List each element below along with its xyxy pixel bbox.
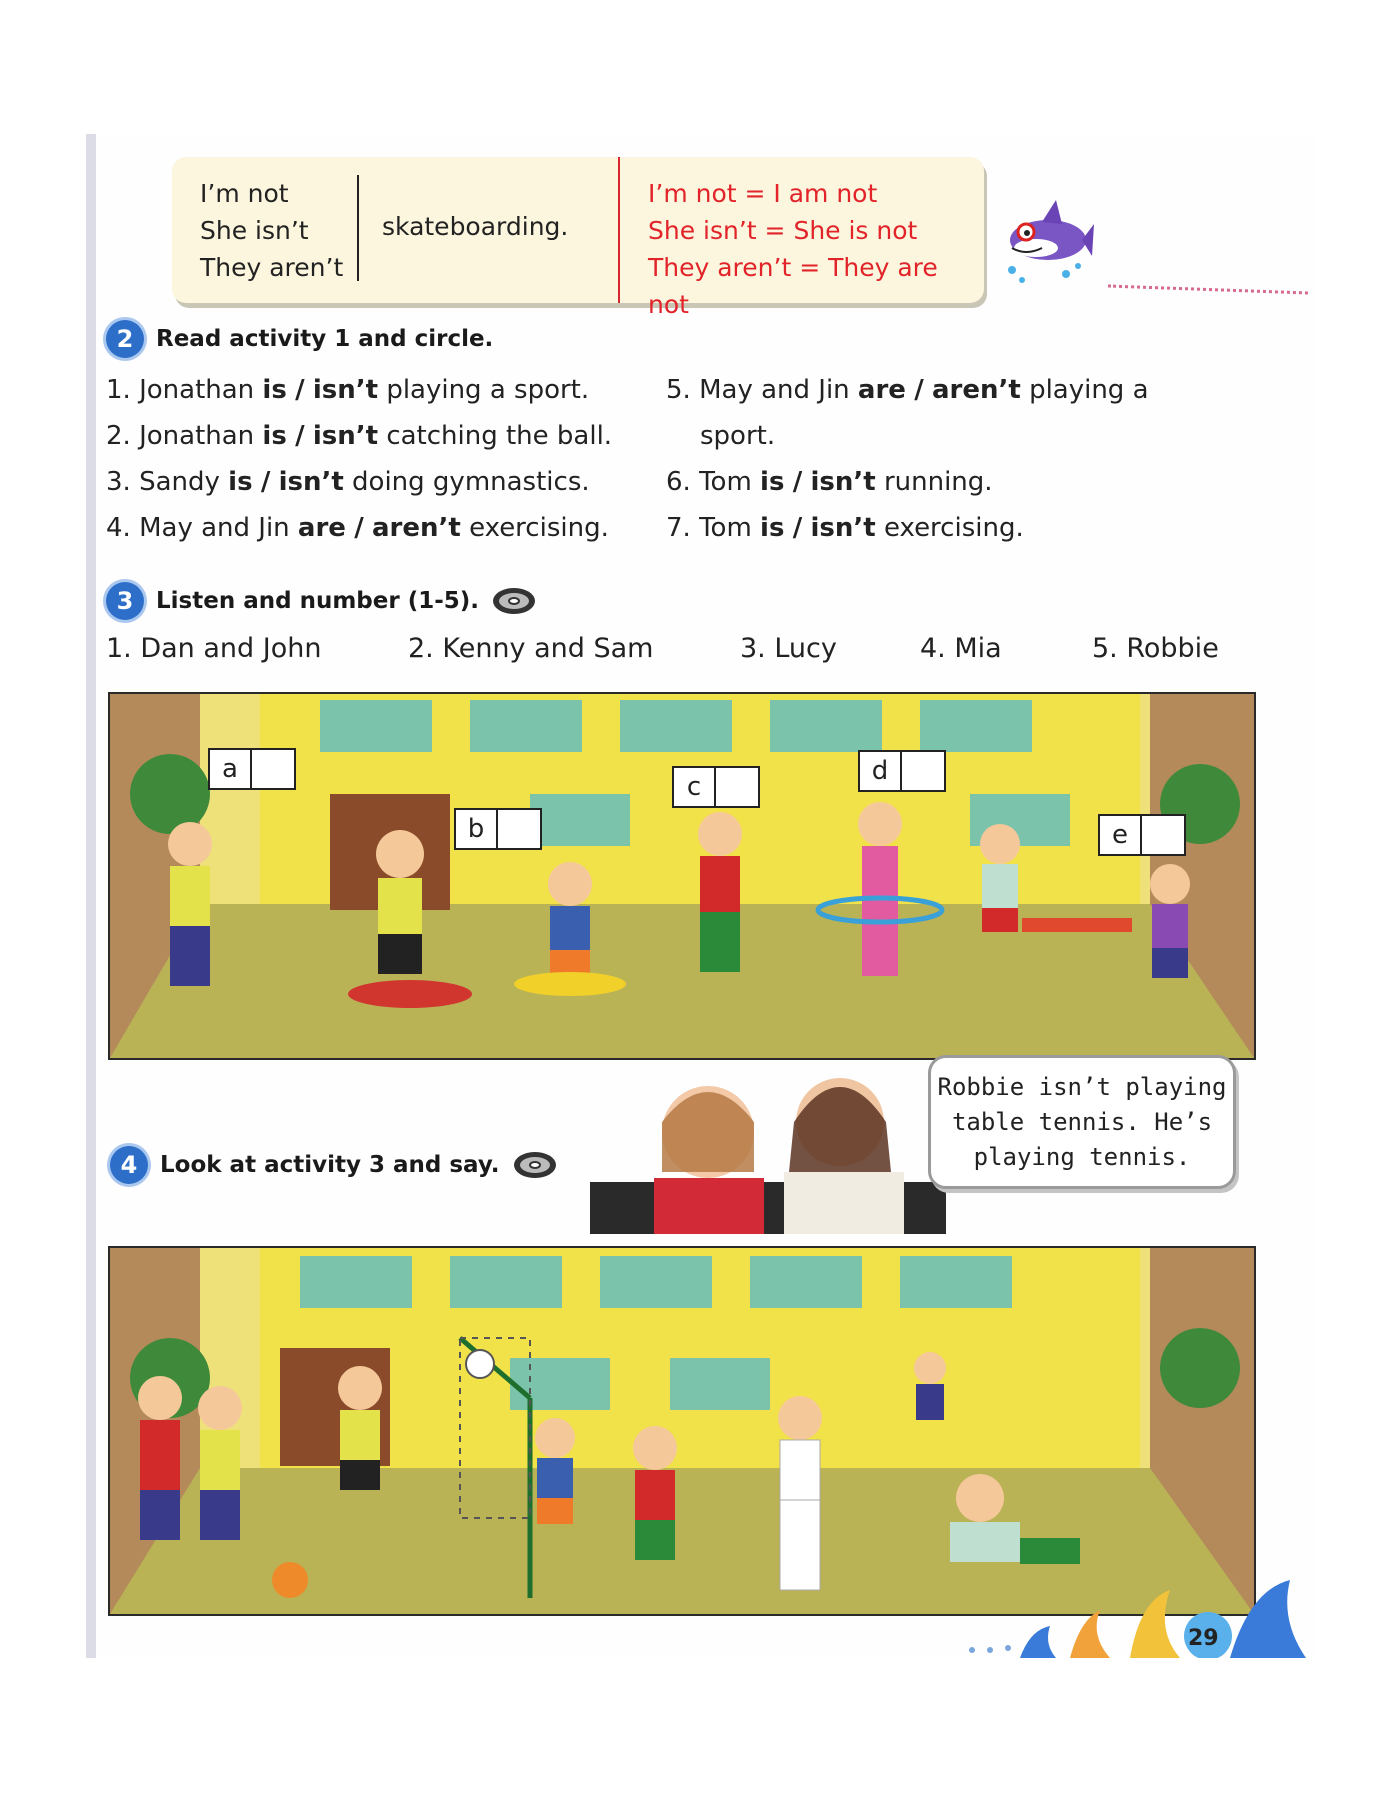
item-rest: catching the ball. bbox=[386, 421, 613, 451]
kid-figure bbox=[980, 824, 1020, 932]
scene-illustration-1 bbox=[108, 692, 1256, 1060]
sentence-item bbox=[106, 367, 612, 413]
bubble-line: Robbie isn’t playing bbox=[937, 1073, 1227, 1101]
kid-figure bbox=[338, 1366, 382, 1490]
table-tennis-table bbox=[1022, 918, 1132, 932]
grammar-box bbox=[172, 157, 984, 319]
name-item: 3. Lucy bbox=[740, 633, 837, 664]
kid-figure bbox=[535, 1418, 575, 1524]
item-rest: playing a bbox=[1029, 375, 1149, 405]
answer-box-d[interactable] bbox=[858, 750, 946, 792]
contraction: I’m not = I am not bbox=[648, 179, 878, 208]
option-a[interactable]: are bbox=[297, 513, 346, 543]
cd-icon[interactable] bbox=[512, 1150, 558, 1180]
item-rest: exercising. bbox=[469, 513, 609, 543]
sentence-item bbox=[106, 505, 612, 551]
activity-number-badge: 3 bbox=[106, 582, 144, 620]
slash: / bbox=[295, 375, 305, 405]
kid-figure bbox=[168, 822, 212, 986]
sentence-item bbox=[666, 505, 1149, 551]
option-a[interactable]: is bbox=[262, 421, 287, 451]
item-number: 3. bbox=[106, 467, 131, 497]
box-blank[interactable] bbox=[252, 750, 294, 788]
divider bbox=[618, 157, 620, 303]
activity-number-badge: 4 bbox=[110, 1146, 148, 1184]
option-b[interactable]: aren’t bbox=[931, 375, 1021, 405]
sentence-item bbox=[106, 459, 612, 505]
activity-2-heading bbox=[106, 320, 493, 358]
item-number: 6. bbox=[666, 467, 691, 497]
volleyball bbox=[466, 1350, 494, 1378]
bubble-text bbox=[931, 1070, 1233, 1175]
sentence-item bbox=[666, 459, 1149, 505]
name-item: 5. Robbie bbox=[1092, 633, 1219, 664]
sentence-item bbox=[106, 413, 612, 459]
activity-title: Read activity 1 and circle. bbox=[156, 326, 494, 352]
kid-figure bbox=[198, 1386, 242, 1540]
activity-3-heading bbox=[106, 582, 537, 620]
slash: / bbox=[354, 513, 364, 543]
grammar-subject: She isn’t bbox=[200, 216, 309, 245]
item-subject: May and Jin bbox=[699, 375, 850, 405]
option-a[interactable]: is bbox=[760, 513, 785, 543]
box-letter: d bbox=[860, 752, 902, 790]
option-b[interactable]: isn’t bbox=[312, 375, 379, 405]
shark-icon bbox=[996, 196, 1094, 292]
name-item: 1. Dan and John bbox=[106, 633, 322, 664]
item-subject: Sandy bbox=[139, 467, 220, 497]
item-number: 4. bbox=[106, 513, 131, 543]
item-subject: May and Jin bbox=[139, 513, 290, 543]
item-number: 5. bbox=[666, 375, 691, 405]
item-subject: Tom bbox=[699, 513, 752, 543]
girls-photo bbox=[578, 1052, 958, 1234]
box-letter: e bbox=[1100, 816, 1142, 854]
option-b[interactable]: isn’t bbox=[312, 421, 379, 451]
character-names bbox=[106, 633, 1219, 673]
kid-figure bbox=[778, 1396, 822, 1590]
grammar-subject: They aren’t bbox=[200, 253, 344, 282]
item-number: 7. bbox=[666, 513, 691, 543]
slash: / bbox=[792, 513, 803, 543]
page-number: 29 bbox=[1188, 1626, 1219, 1651]
kid-figure bbox=[138, 1376, 182, 1540]
item-rest: running. bbox=[883, 467, 993, 497]
kid-figure bbox=[914, 1352, 946, 1420]
coral-decoration bbox=[960, 1560, 1306, 1658]
contraction: She isn’t = She is not bbox=[648, 216, 918, 245]
grammar-subjects bbox=[200, 175, 343, 286]
kid-figure bbox=[1150, 864, 1190, 978]
activity-number-badge: 2 bbox=[106, 320, 144, 358]
slash: / bbox=[260, 467, 271, 497]
item-rest: playing a sport. bbox=[386, 375, 590, 405]
activity-title: Look at activity 3 and say. bbox=[160, 1152, 500, 1178]
name-item: 2. Kenny and Sam bbox=[408, 633, 654, 664]
activity-4-heading bbox=[110, 1146, 558, 1184]
item-subject: Jonathan bbox=[139, 421, 255, 451]
box-blank[interactable] bbox=[716, 768, 758, 806]
name-item: 4. Mia bbox=[920, 633, 1002, 664]
answer-box-e[interactable] bbox=[1098, 814, 1186, 856]
box-blank[interactable] bbox=[498, 810, 540, 848]
activity-title: Listen and number (1-5). bbox=[156, 588, 480, 614]
answer-box-c[interactable] bbox=[672, 766, 760, 808]
divider bbox=[357, 175, 359, 281]
grammar-subject: I’m not bbox=[200, 179, 289, 208]
bubble-line: table tennis. He’s bbox=[951, 1108, 1213, 1136]
option-b[interactable]: isn’t bbox=[810, 467, 876, 497]
option-b[interactable]: aren’t bbox=[371, 513, 461, 543]
box-letter: a bbox=[210, 750, 252, 788]
answer-box-a[interactable] bbox=[208, 748, 296, 790]
item-subject: Tom bbox=[699, 467, 752, 497]
sentences-right bbox=[666, 367, 1149, 551]
slash: / bbox=[914, 375, 924, 405]
speech-bubble bbox=[928, 1055, 1236, 1189]
item-number: 1. bbox=[106, 375, 131, 405]
bubble-line: playing tennis. bbox=[973, 1143, 1191, 1171]
box-letter: b bbox=[456, 810, 498, 848]
contraction: They aren’t = They are not bbox=[648, 253, 938, 319]
option-a[interactable]: is bbox=[760, 467, 785, 497]
kid-figure bbox=[698, 812, 742, 972]
sentences-left bbox=[106, 367, 612, 551]
option-a[interactable]: are bbox=[857, 375, 906, 405]
sentence-continuation: sport. bbox=[700, 421, 776, 451]
item-rest: exercising. bbox=[883, 513, 1024, 543]
option-a[interactable]: is bbox=[262, 375, 287, 405]
basketball bbox=[272, 1562, 308, 1598]
slash: / bbox=[792, 467, 803, 497]
slash: / bbox=[295, 421, 305, 451]
item-number: 2. bbox=[106, 421, 131, 451]
grammar-verb: skateboarding. bbox=[382, 212, 569, 241]
option-b[interactable]: isn’t bbox=[278, 467, 344, 497]
option-a[interactable]: is bbox=[228, 467, 253, 497]
answer-box-b[interactable] bbox=[454, 808, 542, 850]
box-letter: c bbox=[674, 768, 716, 806]
grammar-contractions bbox=[648, 175, 984, 323]
kid-figure bbox=[633, 1426, 677, 1560]
option-b[interactable]: isn’t bbox=[810, 513, 876, 543]
box-blank[interactable] bbox=[902, 752, 944, 790]
item-rest: doing gymnastics. bbox=[352, 467, 590, 497]
cd-icon[interactable] bbox=[491, 586, 537, 616]
box-blank[interactable] bbox=[1142, 816, 1184, 854]
item-subject: Jonathan bbox=[139, 375, 255, 405]
sentence-item bbox=[666, 367, 1149, 413]
